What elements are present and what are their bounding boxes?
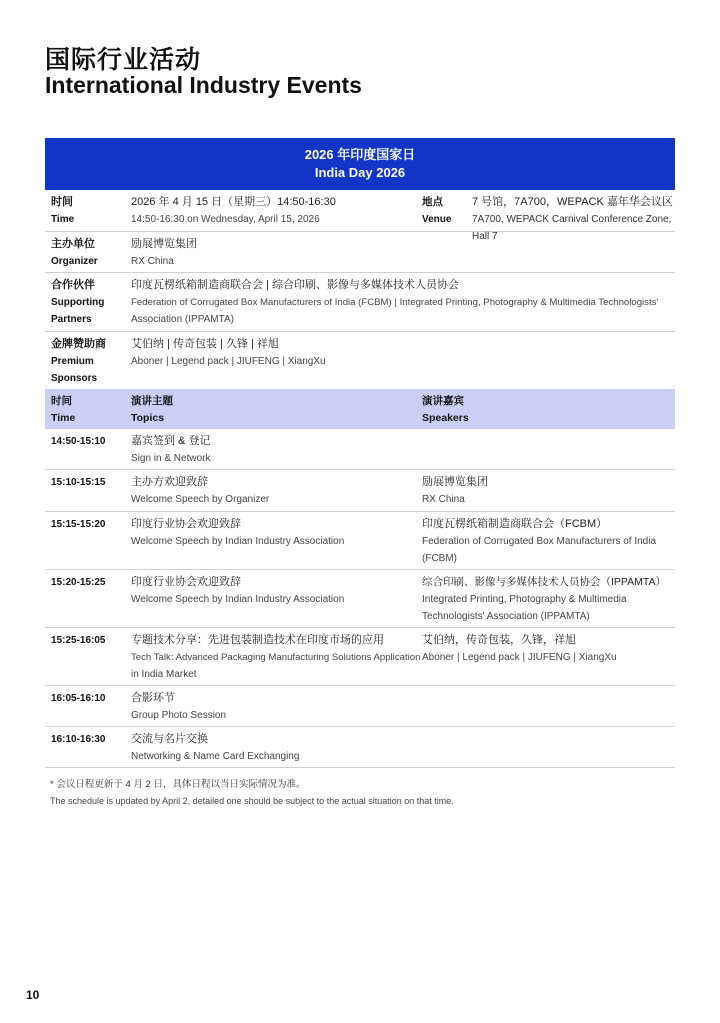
event-title-en: India Day 2026 (314, 165, 406, 180)
schedule-time: 15:10-15:15 (51, 477, 106, 488)
schedule-note-cn: * 会议日程更新于 4 月 2 日，具体日程以当日实际情况为准。 (50, 779, 306, 790)
schedule-note-en: The schedule is updated by April 2, detailed one should be subject to the actual situation on that time. (50, 796, 454, 806)
organizer-value-en: RX China (131, 256, 174, 267)
sponsors-label-en-2: Sponsors (51, 373, 98, 384)
schedule-speaker-cn: 综合印刷、影像与多媒体技术人员协会（IPPAMTA） (422, 576, 667, 588)
schedule-row (45, 727, 675, 768)
partners-value-cn: 印度瓦楞纸箱制造商联合会 | 综合印刷、影像与多媒体技术人员协会 (131, 279, 459, 291)
venue-label-en: Venue (422, 214, 452, 225)
schedule-topic-cn: 主办方欢迎致辞 (131, 476, 208, 488)
schedule-speaker-en-2: (FCBM) (422, 553, 457, 564)
sponsors-label-cn: 金牌赞助商 (51, 338, 106, 350)
partners-label-cn: 合作伙伴 (51, 279, 95, 291)
schedule-header-topic-cn: 演讲主题 (131, 395, 173, 407)
organizer-label-cn: 主办单位 (51, 238, 95, 250)
schedule-time: 15:20-15:25 (51, 577, 106, 588)
info-row-organizer (45, 232, 675, 273)
schedule-row (45, 429, 675, 470)
schedule-header (45, 389, 675, 429)
schedule-speaker-en: RX China (422, 494, 465, 505)
time-value-cn: 2026 年 4 月 15 日（星期三）14:50-16:30 (131, 196, 336, 208)
schedule-row (45, 686, 675, 727)
page-title-cn: 国际行业活动 (45, 46, 202, 74)
page-title-en: International Industry Events (45, 72, 362, 98)
schedule-topic-cn: 交流与名片交换 (131, 733, 208, 745)
schedule-speaker-en-1: Federation of Corrugated Box Manufacturers of India (422, 536, 657, 547)
schedule-topic-en: Welcome Speech by Indian Industry Association (131, 594, 345, 605)
schedule-time: 15:25-16:05 (51, 635, 106, 646)
schedule-row (45, 628, 675, 686)
schedule-row (45, 470, 675, 512)
schedule-topic-cn: 印度行业协会欢迎致辞 (131, 576, 241, 588)
schedule-row (45, 570, 675, 628)
time-label-en: Time (51, 214, 75, 225)
sponsors-value-cn: 艾伯纳 | 传奇包装 | 久锋 | 祥旭 (131, 338, 279, 350)
partners-value-en-2: Association (IPPAMTA) (131, 314, 234, 325)
info-row-partners (45, 273, 675, 332)
sponsors-value-en: Aboner | Legend pack | JIUFENG | XiangXu (131, 356, 326, 367)
schedule-speaker-en-1: Integrated Printing, Photography & Multimedia (422, 594, 627, 605)
time-label-cn: 时间 (51, 196, 73, 208)
info-row-sponsors (45, 332, 675, 389)
organizer-label-en: Organizer (51, 256, 98, 267)
venue-value-en: 7A700, WEPACK Carnival Conference Zone, Hall 7 (472, 214, 672, 242)
schedule-header-topic-en: Topics (131, 412, 165, 424)
schedule-header-time-cn: 时间 (51, 395, 72, 407)
venue-value-cn: 7 号馆，7A700，WEPACK 嘉年华会议区 (472, 196, 673, 208)
event-title-cn: 2026 年印度国家日 (304, 147, 416, 162)
venue-label-cn: 地点 (422, 196, 443, 208)
schedule-header-speaker-en: Speakers (422, 412, 469, 424)
schedule-speaker-cn: 印度瓦楞纸箱制造商联合会（FCBM） (422, 518, 608, 530)
schedule-topic-cn: 嘉宾签到 & 登记 (131, 435, 211, 447)
schedule-header-time-en: Time (51, 412, 76, 424)
schedule-topic-en: Networking & Name Card Exchanging (131, 751, 300, 762)
schedule-note (50, 776, 454, 810)
schedule-topic-cn: 专题技术分享：先进包装制造技术在印度市场的应用 (131, 634, 384, 646)
schedule-time: 14:50-15:10 (51, 436, 106, 447)
info-row-time (45, 190, 675, 242)
schedule-topic-cn: 印度行业协会欢迎致辞 (131, 518, 241, 530)
schedule-speaker-cn: 励展博览集团 (422, 476, 488, 488)
partners-label-en-1: Supporting (51, 297, 105, 308)
time-value-en: 14:50-16:30 on Wednesday, April 15, 2026 (131, 214, 320, 225)
partners-label-en-2: Partners (51, 314, 92, 325)
schedule-speaker-en: Aboner | Legend pack | JIUFENG | XiangXu (422, 652, 617, 663)
partners-value-en-1: Federation of Corrugated Box Manufacturers of India (FCBM) | Integrated Printing, Photography & Multimedia Technologists' (131, 297, 659, 308)
schedule-row (45, 512, 675, 570)
sponsors-label-en-1: Premium (51, 356, 94, 367)
schedule-topic-cn: 合影环节 (131, 692, 175, 704)
event-table (45, 138, 675, 768)
page-number: 10 (26, 988, 40, 1002)
schedule-topic-en: Welcome Speech by Indian Industry Association (131, 536, 345, 547)
schedule-time: 16:05-16:10 (51, 693, 106, 704)
schedule-topic-en: Sign in & Network (131, 453, 211, 464)
schedule-time: 16:10-16:30 (51, 734, 106, 745)
schedule-time: 15:15-15:20 (51, 519, 106, 530)
schedule-topic-en: Group Photo Session (131, 710, 227, 721)
organizer-value-cn: 励展博览集团 (131, 238, 197, 250)
schedule-speaker-en-2: Technologists' Association (IPPAMTA) (422, 611, 590, 622)
schedule-topic-en-2: in India Market (131, 669, 197, 680)
schedule-topic-en: Welcome Speech by Organizer (131, 494, 270, 505)
schedule-speaker-cn: 艾伯纳，传奇包装，久锋，祥旭 (422, 634, 576, 646)
schedule-topic-en-1: Tech Talk: Advanced Packaging Manufacturing Solutions Application (131, 652, 421, 663)
event-banner (45, 138, 675, 190)
schedule-header-speaker-cn: 演讲嘉宾 (422, 395, 464, 407)
